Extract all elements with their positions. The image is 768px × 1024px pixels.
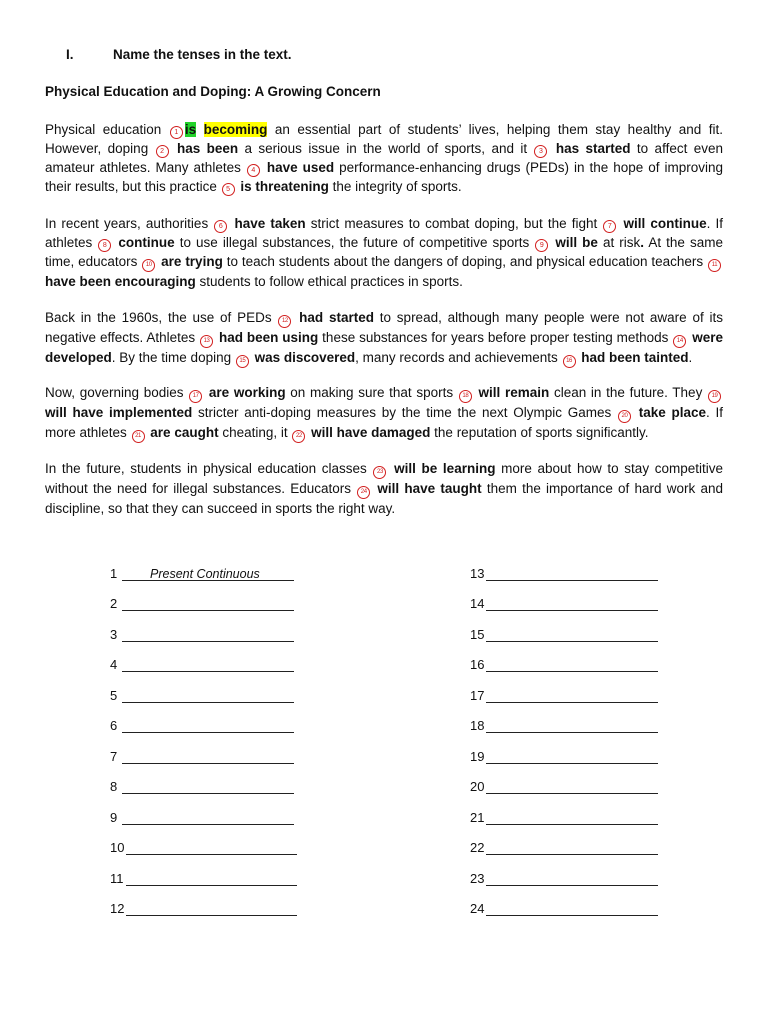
answer-number: 7 bbox=[110, 749, 118, 764]
item-number-marker: 22 bbox=[292, 430, 305, 443]
item-number-marker: 21 bbox=[132, 430, 145, 443]
answer-number: 13 bbox=[470, 566, 485, 581]
answer-number: 4 bbox=[110, 657, 118, 672]
item-number-marker: 18 bbox=[459, 390, 472, 403]
answer-row-1 bbox=[110, 566, 294, 582]
verb-phrase: becoming bbox=[203, 122, 268, 137]
text-run: to spread, although many people were not aware of its negative effects. Athletes bbox=[45, 310, 723, 345]
paragraph-3 bbox=[45, 308, 723, 368]
answer-row-10 bbox=[110, 840, 297, 856]
item-number-marker: 8 bbox=[98, 239, 111, 252]
text-run: strict measures to combat doping, but the fight bbox=[305, 216, 603, 231]
answer-row-16 bbox=[470, 657, 658, 673]
text-run: more about how to stay competitive without the need for illegal substances. Educators bbox=[45, 461, 724, 496]
answer-number: 9 bbox=[110, 810, 118, 825]
answer-blank[interactable] bbox=[486, 901, 658, 916]
item-number-marker: 14 bbox=[673, 335, 686, 348]
answer-blank[interactable] bbox=[486, 596, 658, 611]
verb-phrase: will have damaged bbox=[307, 425, 431, 440]
answer-number: 19 bbox=[470, 749, 485, 764]
text-run: clean in the future. They bbox=[549, 385, 708, 400]
answer-blank[interactable] bbox=[122, 718, 294, 733]
answer-row-17 bbox=[470, 688, 658, 704]
answer-row-5 bbox=[110, 688, 294, 704]
answer-row-9 bbox=[110, 810, 294, 826]
verb-phrase: will have implemented bbox=[45, 405, 193, 420]
text-run: these substances for years before proper testing methods bbox=[318, 330, 673, 345]
item-number-marker: 17 bbox=[189, 390, 202, 403]
text-run: the integrity of sports. bbox=[328, 179, 462, 194]
verb-phrase: was discovered bbox=[250, 350, 356, 365]
text-run: . If more athletes bbox=[45, 405, 723, 440]
answer-row-23 bbox=[470, 871, 658, 887]
verb-phrase: is bbox=[184, 122, 197, 137]
item-number-marker: 16 bbox=[563, 355, 576, 368]
answer-blank[interactable] bbox=[122, 688, 294, 703]
verb-phrase: are working bbox=[204, 385, 286, 400]
text-run: stricter anti-doping measures by the time the next Olympic Games bbox=[192, 405, 617, 420]
answer-number: 3 bbox=[110, 627, 118, 642]
item-number-marker: 24 bbox=[357, 486, 370, 499]
answer-row-3 bbox=[110, 627, 294, 643]
answer-value: Present Continuous bbox=[150, 567, 260, 581]
item-number-marker: 5 bbox=[222, 183, 235, 196]
text-run: them the importance of hard work and discipline, so that they can succeed in sports the right way. bbox=[45, 481, 724, 516]
item-number-marker: 12 bbox=[278, 315, 291, 328]
answer-row-7 bbox=[110, 749, 294, 765]
verb-phrase: had been tainted bbox=[577, 350, 689, 365]
text-run: students to follow ethical practices in sports. bbox=[195, 274, 463, 289]
text-run: performance-enhancing drugs (PEDs) in the hope of improving their results, but this practice bbox=[45, 160, 724, 194]
answer-row-14 bbox=[470, 596, 658, 612]
text-title: Physical Education and Doping: A Growing Concern bbox=[45, 84, 381, 99]
answer-number: 21 bbox=[470, 810, 485, 825]
text-run: , many records and achievements bbox=[355, 350, 562, 365]
answer-number: 20 bbox=[470, 779, 485, 794]
verb-phrase: will be bbox=[550, 235, 598, 250]
item-number-marker: 15 bbox=[236, 355, 249, 368]
answer-number: 5 bbox=[110, 688, 118, 703]
text-run: In recent years, authorities bbox=[45, 216, 214, 231]
answer-number: 8 bbox=[110, 779, 118, 794]
answer-blank[interactable] bbox=[486, 657, 658, 672]
answer-row-2 bbox=[110, 596, 294, 612]
text-run: At the same time, educators bbox=[45, 235, 723, 269]
paragraph-1 bbox=[45, 120, 723, 196]
answer-number: 11 bbox=[110, 871, 124, 886]
answer-blank[interactable] bbox=[126, 840, 297, 855]
answer-blank[interactable] bbox=[122, 810, 294, 825]
verb-phrase: have used bbox=[261, 160, 335, 175]
answer-blank[interactable] bbox=[122, 657, 294, 672]
answer-row-13 bbox=[470, 566, 658, 582]
verb-phrase: will remain bbox=[473, 385, 550, 400]
text-run: Now, governing bodies bbox=[45, 385, 189, 400]
verb-phrase: had started bbox=[293, 310, 374, 325]
verb-phrase: are trying bbox=[157, 254, 223, 269]
answer-row-24 bbox=[470, 901, 658, 917]
verb-phrase: will have taught bbox=[372, 481, 482, 496]
exercise-instruction: Name the tenses in the text. bbox=[113, 47, 292, 62]
answer-row-12 bbox=[110, 901, 297, 917]
answer-row-11 bbox=[110, 871, 297, 887]
verb-phrase: take place bbox=[632, 405, 706, 420]
text-run: the reputation of sports significantly. bbox=[430, 425, 649, 440]
answer-blank[interactable] bbox=[486, 718, 658, 733]
answer-blank[interactable] bbox=[486, 810, 658, 825]
text-run: Physical education bbox=[45, 122, 169, 137]
text-run: an essential part of students’ lives, helping them stay healthy and fit. However, doping bbox=[45, 122, 723, 156]
verb-phrase: will be learning bbox=[388, 461, 496, 476]
answer-blank[interactable] bbox=[122, 566, 294, 581]
verb-phrase: have taken bbox=[229, 216, 306, 231]
answer-number: 1 bbox=[110, 566, 118, 581]
text-run bbox=[196, 122, 204, 137]
answer-row-21 bbox=[470, 810, 658, 826]
text-run: In the future, students in physical education classes bbox=[45, 461, 373, 476]
answer-blank[interactable] bbox=[126, 901, 297, 916]
text-run: Back in the 1960s, the use of PEDs bbox=[45, 310, 278, 325]
answer-row-20 bbox=[470, 779, 658, 795]
verb-phrase: will continue bbox=[618, 216, 707, 231]
verb-phrase: has started bbox=[549, 141, 631, 156]
item-number-marker: 1 bbox=[170, 126, 183, 139]
text-run: to affect even amateur athletes. Many athletes bbox=[45, 141, 723, 175]
verb-phrase: have been encouraging bbox=[45, 274, 196, 289]
item-number-marker: 7 bbox=[603, 220, 616, 233]
answer-blank[interactable] bbox=[486, 688, 658, 703]
answer-blank[interactable] bbox=[122, 596, 294, 611]
answer-number: 6 bbox=[110, 718, 118, 733]
answer-number: 23 bbox=[470, 871, 485, 886]
answer-blank[interactable] bbox=[486, 779, 658, 794]
text-run: . bbox=[688, 350, 693, 365]
answer-number: 17 bbox=[470, 688, 485, 703]
text-run: to teach students about the dangers of doping, and physical education teachers bbox=[222, 254, 708, 269]
exercise-number: I. bbox=[66, 47, 74, 62]
answer-number: 12 bbox=[110, 901, 125, 916]
text-run: . If athletes bbox=[45, 216, 723, 250]
verb-phrase: had been using bbox=[215, 330, 319, 345]
verb-phrase: continue bbox=[113, 235, 175, 250]
answer-row-22 bbox=[470, 840, 658, 856]
item-number-marker: 2 bbox=[156, 145, 169, 158]
verb-phrase: were developed bbox=[45, 330, 723, 365]
item-number-marker: 3 bbox=[534, 145, 547, 158]
paragraph-2 bbox=[45, 214, 723, 291]
item-number-marker: 6 bbox=[214, 220, 227, 233]
item-number-marker: 11 bbox=[708, 259, 721, 272]
item-number-marker: 19 bbox=[708, 390, 721, 403]
answer-blank[interactable] bbox=[126, 871, 297, 886]
answer-blank[interactable] bbox=[122, 749, 294, 764]
verb-phrase: is threatening bbox=[236, 179, 329, 194]
answer-number: 14 bbox=[470, 596, 485, 611]
answer-number: 2 bbox=[110, 596, 118, 611]
answer-row-15 bbox=[470, 627, 658, 643]
item-number-marker: 9 bbox=[535, 239, 548, 252]
paragraph-4 bbox=[45, 383, 723, 443]
text-run: a serious issue in the world of sports, and it bbox=[238, 141, 534, 156]
paragraph-5 bbox=[45, 459, 723, 518]
answer-number: 10 bbox=[110, 840, 125, 855]
answer-blank[interactable] bbox=[486, 840, 658, 855]
answer-number: 24 bbox=[470, 901, 485, 916]
text-run: cheating, it bbox=[218, 425, 292, 440]
answer-row-4 bbox=[110, 657, 294, 673]
answer-number: 16 bbox=[470, 657, 485, 672]
item-number-marker: 4 bbox=[247, 164, 260, 177]
answer-number: 15 bbox=[470, 627, 485, 642]
verb-phrase: has been bbox=[170, 141, 239, 156]
answer-blank[interactable] bbox=[486, 566, 658, 581]
verb-phrase: . bbox=[640, 235, 645, 250]
answer-blank[interactable] bbox=[122, 627, 294, 642]
answer-blank[interactable] bbox=[486, 871, 658, 886]
text-run: to use illegal substances, the future of competitive sports bbox=[174, 235, 535, 250]
exercise-heading bbox=[66, 47, 292, 62]
answer-number: 22 bbox=[470, 840, 485, 855]
answer-number: 18 bbox=[470, 718, 485, 733]
text-run: . By the time doping bbox=[111, 350, 235, 365]
answer-row-18 bbox=[470, 718, 658, 734]
answer-row-19 bbox=[470, 749, 658, 765]
item-number-marker: 23 bbox=[373, 466, 386, 479]
answer-blank[interactable] bbox=[122, 779, 294, 794]
verb-phrase: are caught bbox=[146, 425, 219, 440]
item-number-marker: 20 bbox=[618, 410, 631, 423]
answer-row-6 bbox=[110, 718, 294, 734]
item-number-marker: 10 bbox=[142, 259, 155, 272]
item-number-marker: 13 bbox=[200, 335, 213, 348]
answer-blank[interactable] bbox=[486, 749, 658, 764]
text-run: on making sure that sports bbox=[285, 385, 458, 400]
answer-blank[interactable] bbox=[486, 627, 658, 642]
answer-row-8 bbox=[110, 779, 294, 795]
text-run: at risk bbox=[597, 235, 641, 250]
